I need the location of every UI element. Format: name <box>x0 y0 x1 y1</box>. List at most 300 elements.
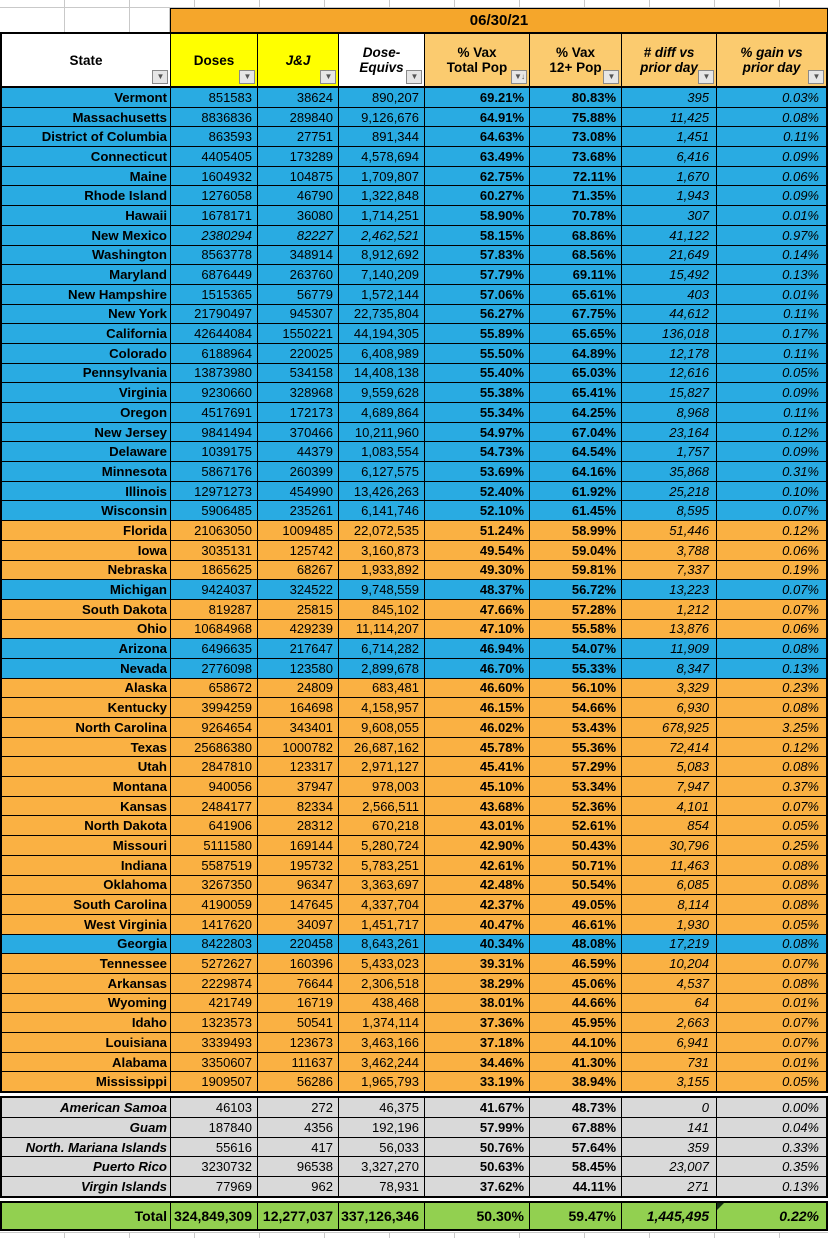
filter-icon[interactable]: ▼ <box>406 70 422 84</box>
pct-vax-total-cell: 43.01% <box>425 816 529 835</box>
doses-cell: 1909507 <box>171 1072 257 1091</box>
filter-icon[interactable]: ▼ <box>698 70 714 84</box>
column-header-doses <box>171 34 257 86</box>
state-name-cell: Guam <box>2 1118 170 1137</box>
gain-vs-prior-day-cell: 0.13% <box>717 659 826 678</box>
pct-vax-total-cell: 56.27% <box>425 305 529 324</box>
state-name-cell: Utah <box>2 757 170 776</box>
dose-equivs-cell: 4,337,704 <box>339 895 424 914</box>
diff-vs-prior-day-cell: 17,219 <box>622 935 716 954</box>
state-name-cell: Pennsylvania <box>2 364 170 383</box>
gain-vs-prior-day-cell: 0.01% <box>717 994 826 1013</box>
total-pct-vax-total-cell: 50.30% <box>425 1203 529 1229</box>
pct-vax-12plus-cell: 57.29% <box>530 757 621 776</box>
gain-vs-prior-day-cell: 0.37% <box>717 777 826 796</box>
doses-cell: 641906 <box>171 816 257 835</box>
pct-vax-total-cell: 41.67% <box>425 1098 529 1117</box>
filter-icon[interactable]: ▼ <box>152 70 168 84</box>
doses-cell: 1604932 <box>171 167 257 186</box>
gain-vs-prior-day-cell: 0.23% <box>717 679 826 698</box>
dose-equivs-cell: 1,083,554 <box>339 442 424 461</box>
date-text: 06/30/21 <box>469 12 529 29</box>
doses-cell: 21790497 <box>171 305 257 324</box>
pct-vax-12plus-cell: 67.75% <box>530 305 621 324</box>
filter-sorted-icon[interactable]: ▼↓ <box>511 70 527 84</box>
pct-vax-total-cell: 45.78% <box>425 738 529 757</box>
pct-vax-total-cell: 57.06% <box>425 285 529 304</box>
dose-equivs-cell: 9,126,676 <box>339 108 424 127</box>
state-name-cell: Arizona <box>2 639 170 658</box>
pct-vax-12plus-cell: 73.08% <box>530 127 621 146</box>
gain-vs-prior-day-cell: 0.07% <box>717 797 826 816</box>
diff-vs-prior-day-cell: 21,649 <box>622 246 716 265</box>
pct-vax-12plus-cell: 64.54% <box>530 442 621 461</box>
dose-equivs-cell: 1,714,251 <box>339 206 424 225</box>
jj-cell: 1009485 <box>258 521 338 540</box>
state-name-cell: Missouri <box>2 836 170 855</box>
diff-vs-prior-day-cell: 7,947 <box>622 777 716 796</box>
jj-cell: 123580 <box>258 659 338 678</box>
diff-vs-prior-day-cell: 854 <box>622 816 716 835</box>
state-name-cell: Michigan <box>2 580 170 599</box>
top-gridline-strip <box>0 0 828 8</box>
state-name-cell: Massachusetts <box>2 108 170 127</box>
state-name-cell: Georgia <box>2 935 170 954</box>
pct-vax-12plus-cell: 56.10% <box>530 679 621 698</box>
total-jj-cell: 12,277,037 <box>258 1203 338 1229</box>
doses-cell: 6188964 <box>171 344 257 363</box>
diff-vs-prior-day-cell: 1,943 <box>622 186 716 205</box>
dose-equivs-cell: 2,306,518 <box>339 974 424 993</box>
pct-vax-12plus-cell: 59.81% <box>530 561 621 580</box>
pct-vax-12plus-cell: 68.86% <box>530 226 621 245</box>
jj-cell: 68267 <box>258 561 338 580</box>
dose-equivs-cell: 3,462,244 <box>339 1053 424 1072</box>
state-name-cell: Wisconsin <box>2 501 170 520</box>
states-section <box>0 88 828 1093</box>
diff-vs-prior-day-cell: 271 <box>622 1177 716 1196</box>
doses-cell: 4405405 <box>171 147 257 166</box>
pct-vax-total-cell: 47.10% <box>425 620 529 639</box>
state-name-cell: Kansas <box>2 797 170 816</box>
state-name-cell: Washington <box>2 246 170 265</box>
pct-vax-12plus-cell: 58.45% <box>530 1157 621 1176</box>
pct-vax-total-cell: 42.90% <box>425 836 529 855</box>
gain-vs-prior-day-cell: 0.08% <box>717 757 826 776</box>
doses-cell: 5867176 <box>171 462 257 481</box>
jj-cell: 16719 <box>258 994 338 1013</box>
diff-vs-prior-day-cell: 51,446 <box>622 521 716 540</box>
gain-vs-prior-day-cell: 0.25% <box>717 836 826 855</box>
doses-cell: 4517691 <box>171 403 257 422</box>
diff-vs-prior-day-cell: 7,337 <box>622 561 716 580</box>
jj-cell: 169144 <box>258 836 338 855</box>
jj-cell: 56286 <box>258 1072 338 1091</box>
diff-vs-prior-day-cell: 307 <box>622 206 716 225</box>
doses-cell: 55616 <box>171 1138 257 1157</box>
pct-vax-total-cell: 40.47% <box>425 915 529 934</box>
dose-equivs-cell: 3,327,270 <box>339 1157 424 1176</box>
dose-equivs-cell: 3,160,873 <box>339 541 424 560</box>
dose-equivs-cell: 22,735,804 <box>339 305 424 324</box>
pct-vax-total-cell: 42.37% <box>425 895 529 914</box>
jj-cell: 37947 <box>258 777 338 796</box>
gain-vs-prior-day-cell: 0.97% <box>717 226 826 245</box>
dose-equivs-cell: 22,072,535 <box>339 521 424 540</box>
column-header-state <box>2 34 170 86</box>
pct-vax-12plus-cell: 64.16% <box>530 462 621 481</box>
state-name-cell: Indiana <box>2 856 170 875</box>
state-name-cell: Nevada <box>2 659 170 678</box>
diff-vs-prior-day-cell: 3,788 <box>622 541 716 560</box>
dose-equivs-cell: 4,689,864 <box>339 403 424 422</box>
gain-vs-prior-day-cell: 0.19% <box>717 561 826 580</box>
diff-vs-prior-day-cell: 395 <box>622 88 716 107</box>
gain-vs-prior-day-cell: 0.31% <box>717 462 826 481</box>
doses-cell: 5906485 <box>171 501 257 520</box>
state-name-cell: Vermont <box>2 88 170 107</box>
pct-vax-12plus-cell: 73.68% <box>530 147 621 166</box>
gain-vs-prior-day-cell: 0.08% <box>717 856 826 875</box>
pct-vax-total-cell: 37.62% <box>425 1177 529 1196</box>
state-name-cell: California <box>2 324 170 343</box>
diff-vs-prior-day-cell: 23,164 <box>622 423 716 442</box>
pct-vax-total-cell: 33.19% <box>425 1072 529 1091</box>
pct-vax-12plus-cell: 45.95% <box>530 1013 621 1032</box>
state-name-cell: Ohio <box>2 620 170 639</box>
doses-cell: 851583 <box>171 88 257 107</box>
jj-cell: 534158 <box>258 364 338 383</box>
gain-vs-prior-day-cell: 0.05% <box>717 364 826 383</box>
dose-equivs-cell: 6,408,989 <box>339 344 424 363</box>
gain-vs-prior-day-cell: 0.06% <box>717 167 826 186</box>
doses-cell: 2847810 <box>171 757 257 776</box>
header-label: Dose- <box>362 45 401 60</box>
pct-vax-12plus-cell: 64.89% <box>530 344 621 363</box>
header-label: Doses <box>193 52 235 68</box>
jj-cell: 82227 <box>258 226 338 245</box>
jj-cell: 235261 <box>258 501 338 520</box>
state-name-cell: New Mexico <box>2 226 170 245</box>
gain-vs-prior-day-cell: 0.08% <box>717 935 826 954</box>
state-name-cell: Alaska <box>2 679 170 698</box>
doses-cell: 13873980 <box>171 364 257 383</box>
filter-icon[interactable]: ▼ <box>239 70 255 84</box>
total-pct-vax-12plus-cell: 59.47% <box>530 1203 621 1229</box>
doses-cell: 12971273 <box>171 482 257 501</box>
header-label: J&J <box>285 52 311 68</box>
pct-vax-total-cell: 62.75% <box>425 167 529 186</box>
gain-vs-prior-day-cell: 0.09% <box>717 147 826 166</box>
diff-vs-prior-day-cell: 8,968 <box>622 403 716 422</box>
diff-vs-prior-day-cell: 72,414 <box>622 738 716 757</box>
dose-equivs-cell: 13,426,263 <box>339 482 424 501</box>
total-label-cell: Total <box>2 1203 170 1229</box>
doses-cell: 5272627 <box>171 954 257 973</box>
dose-equivs-cell: 890,207 <box>339 88 424 107</box>
header-label: % Vax <box>555 45 596 60</box>
diff-vs-prior-day-cell: 1,757 <box>622 442 716 461</box>
dose-equivs-cell: 2,566,511 <box>339 797 424 816</box>
pct-vax-12plus-cell: 80.83% <box>530 88 621 107</box>
gain-vs-prior-day-cell: 0.07% <box>717 954 826 973</box>
doses-cell: 21063050 <box>171 521 257 540</box>
pct-vax-12plus-cell: 54.66% <box>530 698 621 717</box>
pct-vax-total-cell: 39.31% <box>425 954 529 973</box>
header-label: prior day <box>742 60 801 75</box>
doses-cell: 3994259 <box>171 698 257 717</box>
dose-equivs-cell: 2,899,678 <box>339 659 424 678</box>
state-name-cell: District of Columbia <box>2 127 170 146</box>
dose-equivs-cell: 4,158,957 <box>339 698 424 717</box>
jj-cell: 147645 <box>258 895 338 914</box>
doses-cell: 5111580 <box>171 836 257 855</box>
pct-vax-total-cell: 42.48% <box>425 876 529 895</box>
doses-cell: 1865625 <box>171 561 257 580</box>
diff-vs-prior-day-cell: 6,416 <box>622 147 716 166</box>
total-gain-cell <box>717 1203 826 1229</box>
doses-cell: 8563778 <box>171 246 257 265</box>
pct-vax-total-cell: 55.34% <box>425 403 529 422</box>
dose-equivs-cell: 9,608,055 <box>339 718 424 737</box>
date-header <box>170 8 828 32</box>
jj-cell: 1550221 <box>258 324 338 343</box>
pct-vax-12plus-cell: 41.30% <box>530 1053 621 1072</box>
pct-vax-12plus-cell: 44.11% <box>530 1177 621 1196</box>
doses-cell: 2380294 <box>171 226 257 245</box>
state-name-cell: New Hampshire <box>2 285 170 304</box>
pct-vax-12plus-cell: 50.71% <box>530 856 621 875</box>
jj-cell: 195732 <box>258 856 338 875</box>
gain-vs-prior-day-cell: 0.05% <box>717 816 826 835</box>
pct-vax-12plus-cell: 54.07% <box>530 639 621 658</box>
gain-vs-prior-day-cell: 0.33% <box>717 1138 826 1157</box>
diff-vs-prior-day-cell: 1,930 <box>622 915 716 934</box>
pct-vax-total-cell: 55.50% <box>425 344 529 363</box>
pct-vax-total-cell: 53.69% <box>425 462 529 481</box>
jj-cell: 289840 <box>258 108 338 127</box>
doses-cell: 5587519 <box>171 856 257 875</box>
dose-equivs-cell: 5,280,724 <box>339 836 424 855</box>
total-diff-cell: 1,445,495 <box>622 1203 716 1229</box>
doses-cell: 2229874 <box>171 974 257 993</box>
pct-vax-total-cell: 54.97% <box>425 423 529 442</box>
doses-cell: 1323573 <box>171 1013 257 1032</box>
state-name-cell: West Virginia <box>2 915 170 934</box>
doses-cell: 3339493 <box>171 1033 257 1052</box>
state-name-cell: Delaware <box>2 442 170 461</box>
jj-cell: 328968 <box>258 383 338 402</box>
doses-cell: 1417620 <box>171 915 257 934</box>
diff-vs-prior-day-cell: 731 <box>622 1053 716 1072</box>
doses-cell: 1276058 <box>171 186 257 205</box>
doses-cell: 1678171 <box>171 206 257 225</box>
diff-vs-prior-day-cell: 5,083 <box>622 757 716 776</box>
pct-vax-total-cell: 57.99% <box>425 1118 529 1137</box>
jj-cell: 36080 <box>258 206 338 225</box>
state-name-cell: Puerto Rico <box>2 1157 170 1176</box>
doses-cell: 1515365 <box>171 285 257 304</box>
pct-vax-total-cell: 37.36% <box>425 1013 529 1032</box>
dose-equivs-cell: 44,194,305 <box>339 324 424 343</box>
diff-vs-prior-day-cell: 2,663 <box>622 1013 716 1032</box>
doses-cell: 10684968 <box>171 620 257 639</box>
pct-vax-total-cell: 38.01% <box>425 994 529 1013</box>
state-name-cell: American Samoa <box>2 1098 170 1117</box>
gain-vs-prior-day-cell: 0.10% <box>717 482 826 501</box>
total-row <box>0 1201 828 1231</box>
gain-vs-prior-day-cell: 0.07% <box>717 501 826 520</box>
doses-cell: 6876449 <box>171 265 257 284</box>
state-name-cell: Oklahoma <box>2 876 170 895</box>
jj-cell: 370466 <box>258 423 338 442</box>
pct-vax-total-cell: 54.73% <box>425 442 529 461</box>
state-name-cell: Colorado <box>2 344 170 363</box>
pct-vax-total-cell: 45.41% <box>425 757 529 776</box>
doses-cell: 3267350 <box>171 876 257 895</box>
state-name-cell: Kentucky <box>2 698 170 717</box>
gain-vs-prior-day-cell: 0.01% <box>717 285 826 304</box>
header-label: Total Pop <box>446 60 508 75</box>
filter-icon[interactable]: ▼ <box>603 70 619 84</box>
jj-cell: 38624 <box>258 88 338 107</box>
diff-vs-prior-day-cell: 678,925 <box>622 718 716 737</box>
gain-vs-prior-day-cell: 0.35% <box>717 1157 826 1176</box>
gain-vs-prior-day-cell: 0.11% <box>717 127 826 146</box>
jj-cell: 4356 <box>258 1118 338 1137</box>
diff-vs-prior-day-cell: 8,347 <box>622 659 716 678</box>
pct-vax-12plus-cell: 50.43% <box>530 836 621 855</box>
gain-vs-prior-day-cell: 3.25% <box>717 718 826 737</box>
gain-vs-prior-day-cell: 0.05% <box>717 1072 826 1091</box>
pct-vax-12plus-cell: 65.61% <box>530 285 621 304</box>
jj-cell: 172173 <box>258 403 338 422</box>
gain-vs-prior-day-cell: 0.13% <box>717 1177 826 1196</box>
gain-vs-prior-day-cell: 0.06% <box>717 620 826 639</box>
dose-equivs-cell: 56,033 <box>339 1138 424 1157</box>
pct-vax-12plus-cell: 48.08% <box>530 935 621 954</box>
doses-cell: 9841494 <box>171 423 257 442</box>
dose-equivs-cell: 9,559,628 <box>339 383 424 402</box>
pct-vax-12plus-cell: 61.92% <box>530 482 621 501</box>
doses-cell: 940056 <box>171 777 257 796</box>
filter-icon[interactable]: ▼ <box>808 70 824 84</box>
jj-cell: 96538 <box>258 1157 338 1176</box>
column-header-gain-vs-prior-day <box>717 34 826 86</box>
state-name-cell: Florida <box>2 521 170 540</box>
state-name-cell: Hawaii <box>2 206 170 225</box>
gain-vs-prior-day-cell: 0.07% <box>717 1033 826 1052</box>
pct-vax-total-cell: 55.40% <box>425 364 529 383</box>
doses-cell: 8422803 <box>171 935 257 954</box>
jj-cell: 125742 <box>258 541 338 560</box>
header-label: State <box>69 52 103 68</box>
doses-cell: 9424037 <box>171 580 257 599</box>
pct-vax-12plus-cell: 65.65% <box>530 324 621 343</box>
pct-vax-12plus-cell: 49.05% <box>530 895 621 914</box>
state-name-cell: South Dakota <box>2 600 170 619</box>
state-name-cell: Tennessee <box>2 954 170 973</box>
pct-vax-total-cell: 52.10% <box>425 501 529 520</box>
jj-cell: 123673 <box>258 1033 338 1052</box>
state-name-cell: New York <box>2 305 170 324</box>
gain-vs-prior-day-cell: 0.14% <box>717 246 826 265</box>
diff-vs-prior-day-cell: 6,930 <box>622 698 716 717</box>
pct-vax-total-cell: 38.29% <box>425 974 529 993</box>
pct-vax-12plus-cell: 61.45% <box>530 501 621 520</box>
state-name-cell: New Jersey <box>2 423 170 442</box>
column-header-pct-vax-12plus-pop <box>530 34 621 86</box>
pct-vax-total-cell: 50.76% <box>425 1138 529 1157</box>
state-name-cell: Nebraska <box>2 561 170 580</box>
diff-vs-prior-day-cell: 35,868 <box>622 462 716 481</box>
gain-vs-prior-day-cell: 0.01% <box>717 1053 826 1072</box>
header-row <box>0 32 828 88</box>
dose-equivs-cell: 1,374,114 <box>339 1013 424 1032</box>
pct-vax-12plus-cell: 57.64% <box>530 1138 621 1157</box>
pct-vax-12plus-cell: 59.04% <box>530 541 621 560</box>
dose-equivs-cell: 26,687,162 <box>339 738 424 757</box>
state-name-cell: South Carolina <box>2 895 170 914</box>
diff-vs-prior-day-cell: 64 <box>622 994 716 1013</box>
doses-cell: 6496635 <box>171 639 257 658</box>
total-dose-equivs-cell: 337,126,346 <box>339 1203 424 1229</box>
pct-vax-12plus-cell: 67.88% <box>530 1118 621 1137</box>
dose-equivs-cell: 10,211,960 <box>339 423 424 442</box>
pct-vax-12plus-cell: 52.36% <box>530 797 621 816</box>
pct-vax-12plus-cell: 55.36% <box>530 738 621 757</box>
doses-cell: 8836836 <box>171 108 257 127</box>
column-header-dose-equivs <box>339 34 424 86</box>
pct-vax-total-cell: 46.70% <box>425 659 529 678</box>
doses-cell: 46103 <box>171 1098 257 1117</box>
gain-vs-prior-day-cell: 0.12% <box>717 423 826 442</box>
pct-vax-12plus-cell: 64.25% <box>530 403 621 422</box>
pct-vax-total-cell: 69.21% <box>425 88 529 107</box>
pct-vax-total-cell: 43.68% <box>425 797 529 816</box>
pct-vax-total-cell: 34.46% <box>425 1053 529 1072</box>
state-name-cell: North. Mariana Islands <box>2 1138 170 1157</box>
gain-vs-prior-day-cell: 0.08% <box>717 108 826 127</box>
dose-equivs-cell: 1,965,793 <box>339 1072 424 1091</box>
gain-vs-prior-day-cell: 0.11% <box>717 344 826 363</box>
dose-equivs-cell: 5,783,251 <box>339 856 424 875</box>
state-name-cell: Mississippi <box>2 1072 170 1091</box>
pct-vax-total-cell: 58.90% <box>425 206 529 225</box>
doses-cell: 187840 <box>171 1118 257 1137</box>
filter-icon[interactable]: ▼ <box>320 70 336 84</box>
gain-vs-prior-day-cell: 0.08% <box>717 876 826 895</box>
diff-vs-prior-day-cell: 13,223 <box>622 580 716 599</box>
pct-vax-12plus-cell: 50.54% <box>530 876 621 895</box>
diff-vs-prior-day-cell: 8,595 <box>622 501 716 520</box>
gain-vs-prior-day-cell: 0.00% <box>717 1098 826 1117</box>
dose-equivs-cell: 78,931 <box>339 1177 424 1196</box>
pct-vax-12plus-cell: 55.58% <box>530 620 621 639</box>
total-gain-value: 0.22% <box>779 1208 819 1225</box>
pct-vax-12plus-cell: 65.03% <box>530 364 621 383</box>
pct-vax-total-cell: 64.91% <box>425 108 529 127</box>
pct-vax-12plus-cell: 72.11% <box>530 167 621 186</box>
gain-vs-prior-day-cell: 0.12% <box>717 521 826 540</box>
diff-vs-prior-day-cell: 25,218 <box>622 482 716 501</box>
total-doses-cell: 324,849,309 <box>171 1203 257 1229</box>
diff-vs-prior-day-cell: 11,425 <box>622 108 716 127</box>
dose-equivs-cell: 5,433,023 <box>339 954 424 973</box>
header-label: prior day <box>640 60 698 75</box>
jj-cell: 104875 <box>258 167 338 186</box>
dose-equivs-cell: 1,572,144 <box>339 285 424 304</box>
